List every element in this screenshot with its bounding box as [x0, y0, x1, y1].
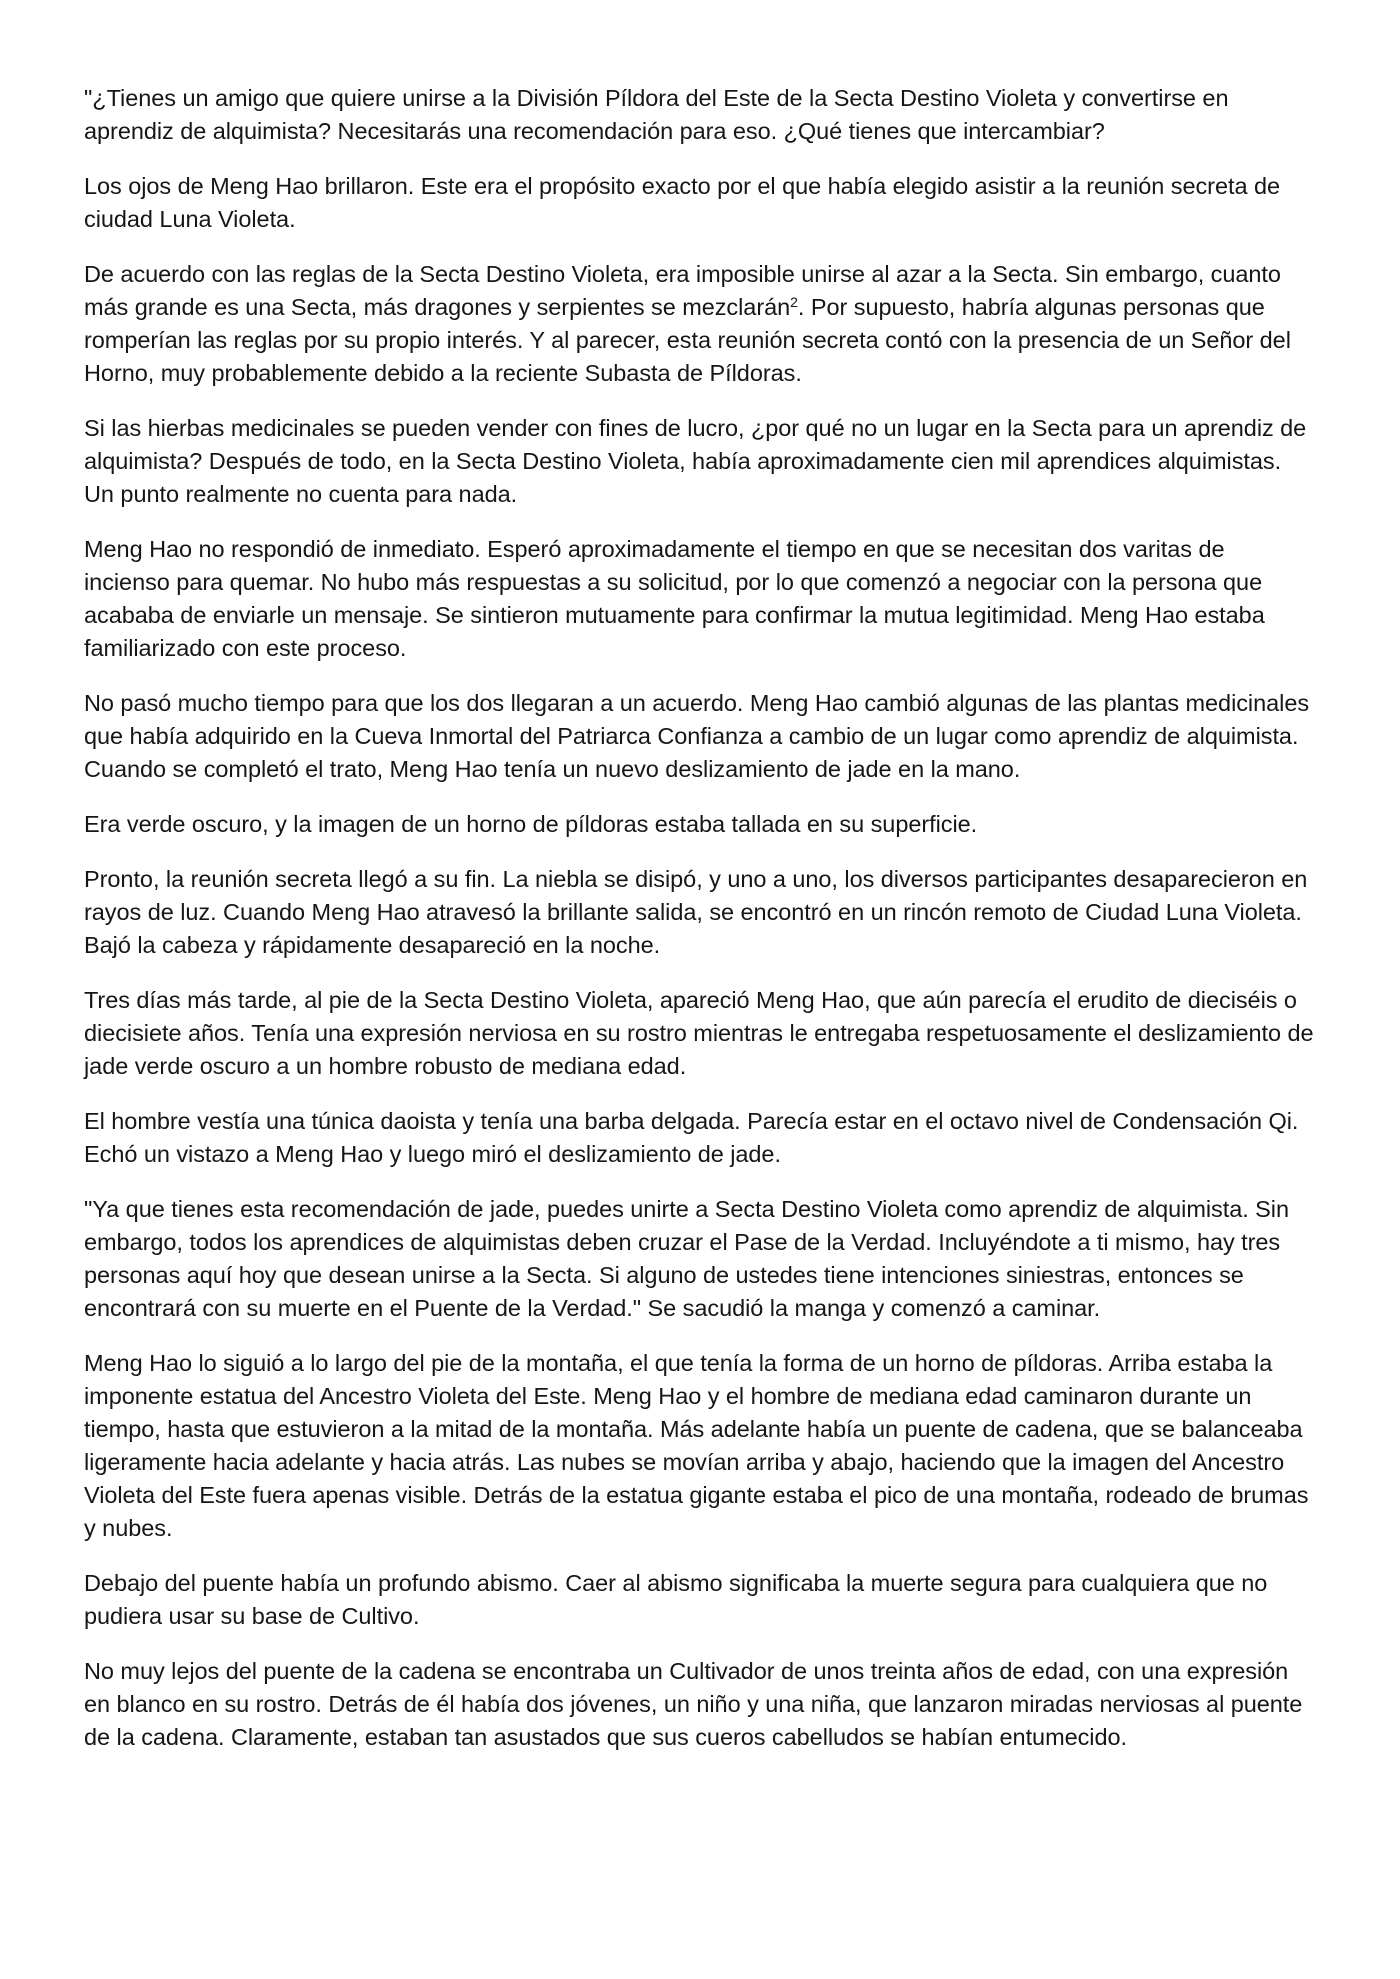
paragraph-6: No pasó mucho tiempo para que los dos llegaran a un acuerdo. Meng Hao cambió algunas de las plantas medicinales que había adquirido en la Cueva Inmortal del Patriarca Confianza a cambio de un lugar como aprendiz de alquimista. Cuando se completó el trato, Meng Hao tenía un nuevo deslizamiento de jade en la mano. [84, 690, 1310, 782]
paragraph-13: Debajo del puente había un profundo abismo. Caer al abismo significaba la muerte segura para cualquiera que no pudiera usar su base de Cultivo. [84, 1570, 1268, 1629]
paragraph-11: "Ya que tienes esta recomendación de jade, puedes unirte a Secta Destino Violeta como aprendiz de alquimista. Sin embargo, todos los aprendices de alquimistas deben cruzar el Pase de la Verdad. Incluyéndote a ti mismo, hay tres personas aquí hoy que desean unirse a la Secta. Si alguno de ustedes tiene intenciones siniestras, entonces se encontrará con su muerte en el Puente de la Verdad." Se sacudió la manga y comenzó a caminar. [84, 1196, 1289, 1321]
paragraph-3-text-before: De acuerdo con las reglas de la Secta Destino Violeta, era imposible unirse al azar a la Secta. Sin embargo, cuanto más grande es una Secta, más dragones y serpientes se mezclarán [84, 261, 1281, 320]
paragraph-3 [84, 258, 1316, 390]
paragraph-2: Los ojos de Meng Hao brillaron. Este era el propósito exacto por el que había elegido asistir a la reunión secreta de ciudad Luna Violeta. [84, 173, 1280, 232]
paragraph-3-text-after: . Por supuesto, habría algunas personas que romperían las reglas por su propio interés. Y al parecer, esta reunión secreta contó con la presencia de un Señor del Horno, muy probablemente debido a la reciente Subasta de Píldoras. [84, 294, 1291, 386]
paragraph-1: "¿Tienes un amigo que quiere unirse a la División Píldora del Este de la Secta Destino Violeta y convertirse en aprendiz de alquimista? Necesitarás una recomendación para eso. ¿Qué tienes que intercambiar? [84, 85, 1229, 144]
paragraph-12: Meng Hao lo siguió a lo largo del pie de la montaña, el que tenía la forma de un horno de píldoras. Arriba estaba la imponente estatua del Ancestro Violeta del Este. Meng Hao y el hombre de mediana edad caminaron durante un tiempo, hasta que estuvieron a la mitad de la montaña. Más adelante había un puente de cadena, que se balanceaba ligeramente hacia adelante y hacia atrás. Las nubes se movían arriba y abajo, haciendo que la imagen del Ancestro Violeta del Este fuera apenas visible. Detrás de la estatua gigante estaba el pico de una montaña, rodeado de brumas y nubes. [84, 1350, 1309, 1541]
paragraph-14: No muy lejos del puente de la cadena se encontraba un Cultivador de unos treinta años de edad, con una expresión en blanco en su rostro. Detrás de él había dos jóvenes, un niño y una niña, que lanzaron miradas nerviosas al puente de la cadena. Claramente, estaban tan asustados que sus cueros cabelludos se habían entumecido. [84, 1658, 1303, 1750]
paragraph-4: Si las hierbas medicinales se pueden vender con fines de lucro, ¿por qué no un lugar en la Secta para un aprendiz de alquimista? Después de todo, en la Secta Destino Violeta, había aproximadamente cien mil aprendices alquimistas. Un punto realmente no cuenta para nada. [84, 415, 1307, 507]
paragraph-5: Meng Hao no respondió de inmediato. Esperó aproximadamente el tiempo en que se necesitan dos varitas de incienso para quemar. No hubo más respuestas a su solicitud, por lo que comenzó a negociar con la persona que acababa de enviarle un mensaje. Se sintieron mutuamente para confirmar la mutua legitimidad. Meng Hao estaba familiarizado con este proceso. [84, 536, 1265, 661]
paragraph-8: Pronto, la reunión secreta llegó a su fin. La niebla se disipó, y uno a uno, los diversos participantes desaparecieron en rayos de luz. Cuando Meng Hao atravesó la brillante salida, se encontró en un rincón remoto de Ciudad Luna Violeta. Bajó la cabeza y rápidamente desapareció en la noche. [84, 866, 1308, 958]
paragraph-7: Era verde oscuro, y la imagen de un horno de píldoras estaba tallada en su superficie. [84, 811, 978, 837]
footnote-marker[interactable]: 2 [790, 294, 798, 310]
paragraph-10: El hombre vestía una túnica daoista y tenía una barba delgada. Parecía estar en el octavo nivel de Condensación Qi. Echó un vistazo a Meng Hao y luego miró el deslizamiento de jade. [84, 1108, 1299, 1167]
paragraph-9: Tres días más tarde, al pie de la Secta Destino Violeta, apareció Meng Hao, que aún parecía el erudito de dieciséis o diecisiete años. Tenía una expresión nerviosa en su rostro mientras le entregaba respetuosamente el deslizamiento de jade verde oscuro a un hombre robusto de mediana edad. [84, 987, 1314, 1079]
